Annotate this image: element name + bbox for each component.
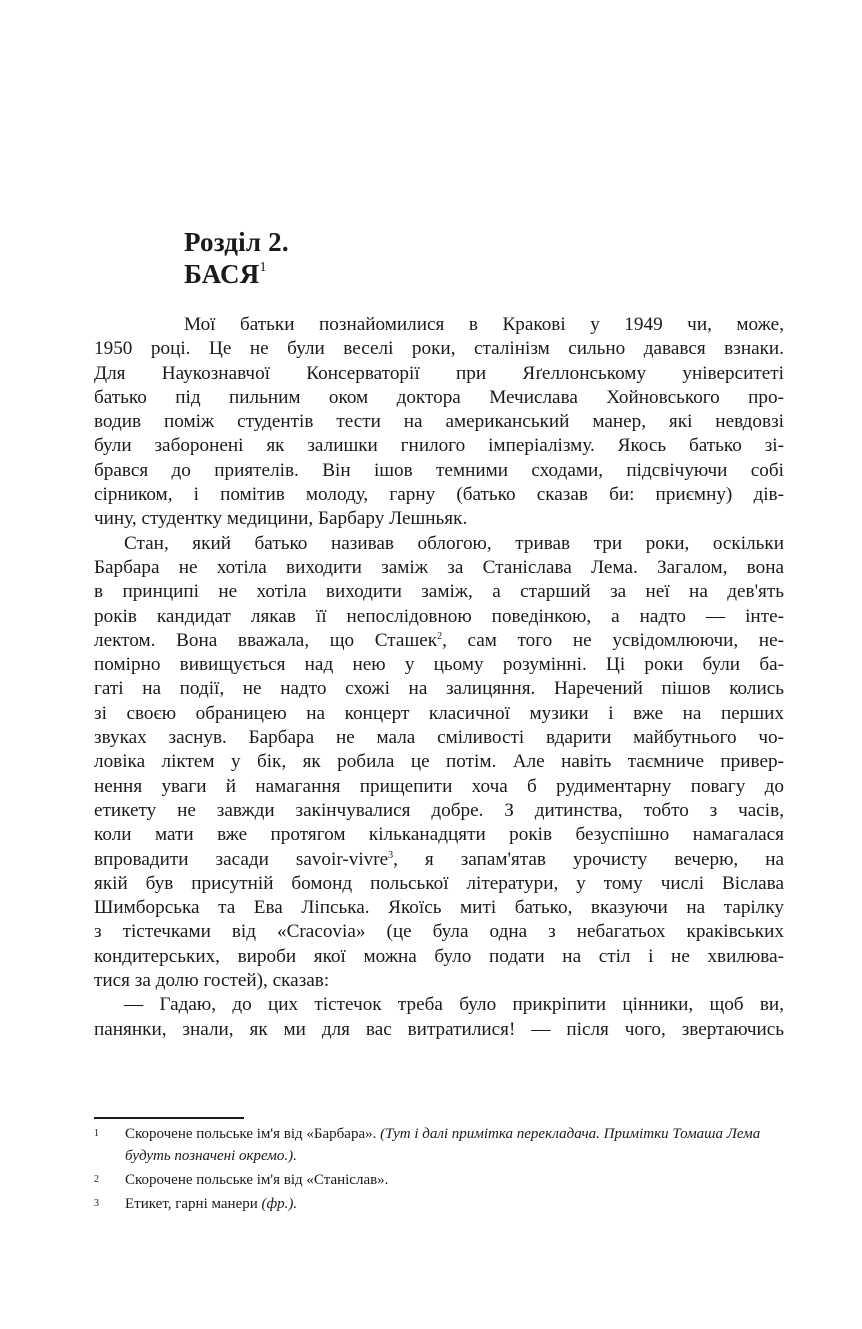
text-line: етикету не завжди закінчувалися добре. З дитинства, тобто з часів, [94, 799, 784, 821]
text-line: якій був присутній бомонд польської літератури, у тому числі Віслава [94, 872, 784, 894]
footnote [94, 1169, 794, 1191]
text-line: коли мати вже протягом кільканадцяти років безуспішно намагалася [94, 824, 784, 846]
text-line: ловіка ліктем у бік, як робила це потім. Але навіть таємниче привер- [94, 751, 784, 773]
text-line: з тістечками від «Cracovia» (це була одна з небагатьох краківських [94, 921, 784, 943]
footnote-text [125, 1169, 794, 1191]
footnote-separator [94, 1117, 244, 1119]
text-line: Барбара не хотіла виходити заміж за Станіслава Лема. Загалом, вона [94, 556, 784, 578]
text-segment: лектом. Вона вважала, що Сташек [94, 629, 438, 651]
body-text [94, 313, 784, 1042]
footnote-ref: 1 [259, 260, 267, 275]
text-line: років кандидат лякав її непослідовною поведінкою, а надто — інте- [94, 605, 784, 627]
text-line: батько під пильним оком доктора Мечислава Хойновського про- [94, 386, 784, 408]
footnote-ref: 2 [437, 630, 443, 642]
footnote-plain: Скорочене польське ім'я від «Барбара». [125, 1126, 377, 1142]
text-line: Стан, який батько називав облогою, тривав три роки, оскільки [124, 532, 784, 554]
text-line: 1950 році. Це не були веселі роки, сталінізм сильно давався взнаки. [94, 338, 784, 360]
footnote-italic: (фр.). [261, 1196, 298, 1212]
text-line-with-ref [94, 629, 784, 653]
footnote-number: 1 [94, 1128, 99, 1139]
text-line: брався до приятелів. Він ішов темними сходами, підсвічуючи собі [94, 459, 784, 481]
text-line: водив поміж студентів тести на американський манер, які невдовзі [94, 411, 784, 433]
chapter-title [184, 258, 289, 290]
footnote-ref: 3 [388, 849, 394, 861]
text-line: Мої батьки познайомилися в Кракові у 1949 чи, може, [184, 314, 784, 335]
text-line: Для Наукознавчої Консерваторії при Яґеллонському університеті [94, 362, 784, 384]
text-line: панянки, знали, як ми для вас витратилися! — після чого, звертаючись [94, 1018, 784, 1040]
footnote-number: 2 [94, 1174, 99, 1185]
text-line: в принципі не хотіла виходити заміж, а старший за неї на дев'ять [94, 581, 784, 603]
text-line: кондитерських, вироби якої можна було подати на стіл і не хвилюва- [94, 945, 784, 967]
footnote-number: 3 [94, 1198, 99, 1209]
footnote-text [125, 1123, 794, 1167]
text-segment: впровадити засади savoir-vivre [94, 848, 389, 870]
chapter-heading [184, 226, 289, 290]
text-line: звуках заснув. Барбара не мала сміливості вдарити майбутнього чо- [94, 727, 784, 749]
text-line: тися за долю гостей), сказав: [94, 970, 330, 992]
text-line: нення уваги й намагання прищепити хоча б рудиментарну повагу до [94, 775, 784, 797]
text-line: зі своєю обраницею на концерт класичної музики і вже на перших [94, 702, 784, 724]
footnote [94, 1193, 794, 1215]
chapter-title-text: БАСЯ [184, 259, 260, 289]
text-line: — Гадаю, до цих тістечок треба було прикріпити цінники, щоб ви, [124, 994, 784, 1016]
chapter-label: Розділ 2. [184, 227, 289, 257]
text-line: чину, студентку медицини, Барбару Лешньяк. [94, 508, 468, 530]
text-line: помірно вивищується над нею у цьому розумінні. Ці роки були ба- [94, 654, 784, 676]
footnote-plain: Етикет, гарні манери [125, 1196, 258, 1212]
footnote-plain: Скорочене польське ім'я від «Станіслав». [125, 1172, 389, 1188]
footnote-italic: (Тут і далі примітка перекладача. Примітки Томаша Лема будуть позначені окремо.). [125, 1126, 761, 1164]
footnote-text [125, 1193, 794, 1215]
text-line: сірником, і помітив молоду, гарну (батько сказав би: приємну) дів- [94, 484, 784, 506]
text-line: були заборонені як залишки гнилого імперіалізму. Якось батько зі- [94, 435, 784, 457]
text-segment: , сам того не усвідомлюючи, не- [442, 629, 784, 651]
text-line: Шимборська та Ева Ліпська. Якоїсь миті батько, вказуючи на тарілку [94, 897, 784, 919]
text-segment: , я запам'ятав урочисту вечерю, на [393, 848, 784, 870]
text-line-with-ref [94, 848, 784, 872]
text-line: гаті на події, не надто схожі на залицяння. Наречений пішов колись [94, 678, 784, 700]
footnote [94, 1123, 794, 1167]
footnotes [94, 1123, 794, 1217]
